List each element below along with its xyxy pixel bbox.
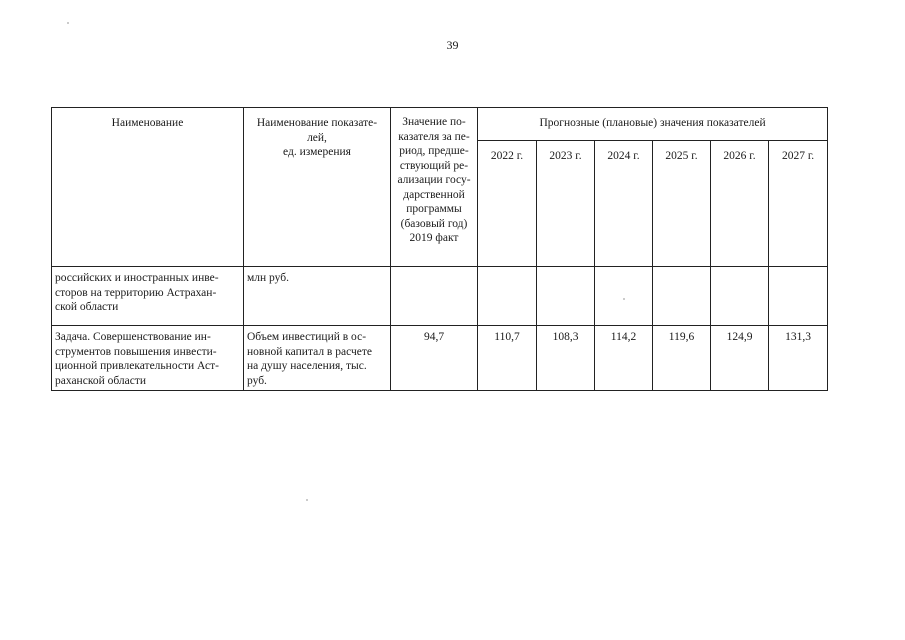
row-name-line: ской области [55,301,119,313]
row-value: 114,2 [595,326,653,391]
header-indicator-line: Наименование показате- [256,117,378,129]
row-value [711,267,769,326]
header-year: 2023 г. [537,141,595,267]
header-forecast: Прогнозные (плановые) значения показателей [478,108,828,141]
row-name [52,267,244,326]
row-value: 119,6 [653,326,711,391]
row-value [478,267,537,326]
row-name [52,326,244,391]
header-indicator [244,108,391,267]
row-value [595,267,653,326]
row-name-line: сторов на территорию Астрахан- [55,286,217,299]
table-row [52,267,828,326]
row-name-line: Задача. Совершенствование ин- [55,331,211,343]
header-base-line: риод, предше- [399,145,469,157]
row-unit-line: на душу населения, тыс. [247,360,367,372]
scan-speck [306,499,308,501]
row-unit [244,267,391,326]
row-value: 131,3 [769,326,828,391]
header-base-line: (базовый год) [400,217,468,230]
header-year: 2024 г. [595,141,653,267]
header-base-line: 2019 факт [409,232,459,244]
header-base-line: Значение по- [402,116,466,128]
row-value: 110,7 [478,326,537,391]
row-base-value: 94,7 [391,326,478,391]
header-row-1 [52,108,828,141]
header-base-line: ализации госу- [397,174,471,186]
row-name-line: струментов повышения инвести- [55,345,217,358]
row-unit [244,326,391,391]
row-unit-line: руб. [247,374,267,387]
header-year: 2025 г. [653,141,711,267]
row-value: 124,9 [711,326,769,391]
row-name-line: российских и иностранных инве- [55,272,219,284]
header-base-line: программы [406,203,462,215]
row-base-value [391,267,478,326]
header-name: Наименование [52,108,244,267]
scan-speck [67,22,69,24]
table-row [52,326,828,391]
row-name-line: раханской области [55,374,147,387]
row-value [653,267,711,326]
header-base-line: ствующий ре- [399,159,469,172]
row-unit-line: Объем инвестиций в ос- [247,331,367,343]
row-value [537,267,595,326]
header-base-line: казателя за пе- [398,130,470,143]
row-value: 108,3 [537,326,595,391]
header-year: 2022 г. [478,141,537,267]
row-unit-line: млн руб. [247,272,289,284]
row-value [769,267,828,326]
header-base-line: дарственной [403,188,465,201]
header-year: 2026 г. [711,141,769,267]
header-year: 2027 г. [769,141,828,267]
row-unit-line: новной капитал в расчете [247,345,372,358]
header-indicator-line: лей, [307,131,327,144]
page-number: 39 [446,38,459,52]
header-indicator-line: ед. измерения [283,146,351,158]
row-name-line: ционной привлекательности Аст- [55,360,219,372]
indicators-table [51,107,828,391]
header-base-value [391,108,478,267]
scan-speck [623,298,625,300]
